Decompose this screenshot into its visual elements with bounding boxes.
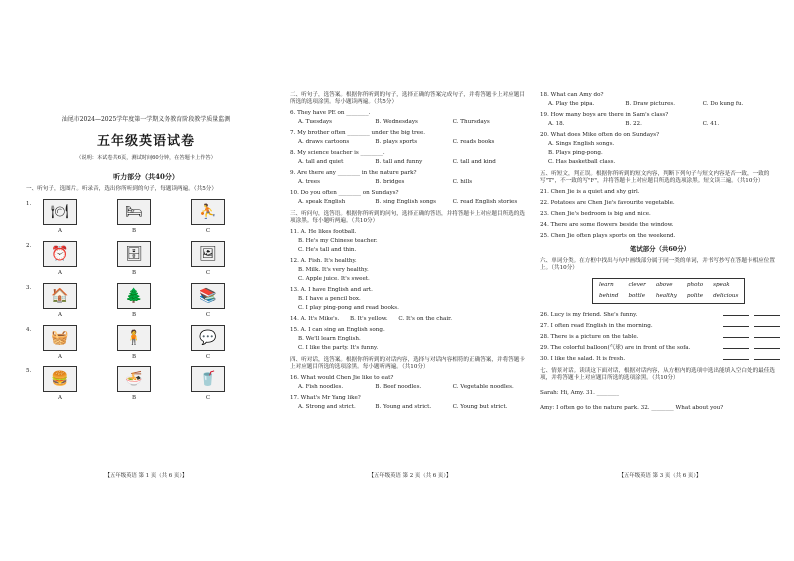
picture-option: ⏰ A bbox=[42, 241, 78, 277]
section-7-title: 七、情景对话。读读这下面对话，根据对话内容，从方框内的选项中选出能填入空白处的最佳选项，并将答题卡上对应题目所选的选项涂黑。（共10分） bbox=[540, 367, 775, 381]
word: delicious bbox=[713, 292, 739, 299]
options: A. tall and quiet B. tall and funny C. tall and kind bbox=[298, 158, 496, 165]
word: bottle bbox=[628, 292, 646, 299]
word-question: 26. Lucy is my friend. She's funny. bbox=[540, 312, 780, 319]
statement: 23. Chen Jie's bedroom is big and nice. bbox=[540, 210, 651, 217]
page-1 bbox=[26, 0, 266, 561]
options: B. Milk. It's very healthy. bbox=[298, 266, 369, 273]
picture-option: 🧍 B bbox=[116, 325, 152, 361]
row-number: 4. bbox=[26, 326, 32, 333]
page-footer: 【五年级英语 第 1 页（共 6 页）】 bbox=[104, 473, 188, 479]
picture-option: 🍽 A bbox=[42, 199, 78, 235]
section-2-title: 二、听句子，选答案。根据你所听到的句子，选择正确的答案完成句子，并将答题卡上对应题目所选的选项涂黑。每小题读两遍。（共5分） bbox=[290, 92, 525, 105]
section-4-title: 四、听对话，选答案。根据你所听到的对话内容，选择与对话内容相符的正确答案，并将答题卡上对应题目所选的选项涂黑。每小题听两遍。（共10分） bbox=[290, 356, 525, 370]
paper-title: 五年级英语试卷 bbox=[96, 133, 195, 149]
options: B. He's my Chinese teacher. bbox=[298, 237, 378, 244]
picture-option: 🖼 C bbox=[190, 241, 226, 277]
cabinet-icon: 🗄 bbox=[117, 241, 151, 267]
question: 11. A. He likes football. bbox=[290, 228, 357, 235]
question: 9. Are there any ________ in the nature park? bbox=[290, 169, 417, 176]
q1-instruction: 一、听句子，选图片。听录音，选出你所听到的句子，每题读两遍。（共5分） bbox=[26, 186, 217, 192]
picture-option: 💬 C bbox=[190, 325, 226, 361]
row-number: 1. bbox=[26, 200, 32, 207]
options: A. Fish noodles. B. Beef noodles. C. Vegetable noodles. bbox=[298, 383, 514, 390]
options: A. Strong and strict. B. Young and strict. C. Young but strict. bbox=[298, 403, 508, 410]
word: healthy bbox=[655, 292, 677, 299]
question: 13. A. I have English and art. bbox=[290, 286, 373, 293]
house-icon: 🏠 bbox=[43, 283, 77, 309]
options: A. draws cartoons B. plays sports C. reads books bbox=[298, 138, 495, 145]
word: clever bbox=[628, 281, 646, 288]
listening-section-title: 听力部分（共40分） bbox=[113, 172, 179, 182]
question: 16. What would Chen Jie like to eat? bbox=[290, 374, 394, 381]
word-question: 28. There is a picture on the table. bbox=[540, 334, 780, 341]
picture-option: 🌲 B bbox=[116, 283, 152, 319]
drink-icon: 🥤 bbox=[191, 366, 225, 392]
picture-option: 🥤 C bbox=[190, 366, 226, 402]
question: 17. What's Mr Yang like? bbox=[290, 394, 361, 401]
dining-icon: 🍽 bbox=[43, 199, 77, 225]
picture-row bbox=[26, 199, 266, 235]
clock-icon: ⏰ bbox=[43, 241, 77, 267]
picture-option: 🧺 A bbox=[42, 325, 78, 361]
picture-option: 🛏 B bbox=[116, 199, 152, 235]
question: 7. My brother often ________ under the big tree. bbox=[290, 129, 426, 136]
picture-row bbox=[26, 283, 266, 319]
dialogue-line: Amy: I often go to the nature park. 32. ________ What about you? bbox=[540, 404, 724, 411]
word-box bbox=[592, 278, 745, 304]
statement: 21. Chen Jie is a quiet and shy girl. bbox=[540, 188, 640, 195]
region-header: 汕尾市2024—2025学年度第一学期义务教育阶段教学质量监测 bbox=[61, 116, 231, 123]
person-icon: 🧍 bbox=[117, 325, 151, 351]
basket-icon: 🧺 bbox=[43, 325, 77, 351]
picture-option: 🍔 A bbox=[42, 366, 78, 402]
picture-frame-icon: 🖼 bbox=[191, 241, 225, 267]
picture-option: 🍜 B bbox=[116, 366, 152, 402]
statement: 25. Chen Jie often plays sports on the weekend. bbox=[540, 232, 676, 239]
question: 15. A. I can sing an English song. bbox=[290, 326, 385, 333]
written-section-title: 笔试部分（共60分） bbox=[629, 244, 691, 253]
question: 19. How many boys are there in Sam's class? bbox=[540, 111, 669, 118]
speech-icon: 💬 bbox=[191, 325, 225, 351]
word-question: 27. I often read English in the morning. bbox=[540, 323, 780, 330]
row-number: 5. bbox=[26, 368, 32, 375]
question: 6. They have PE on ________. bbox=[290, 109, 371, 116]
word: behind bbox=[599, 292, 619, 299]
options: A. Play the pipa. B. Draw pictures. C. Do kung fu. bbox=[548, 100, 744, 107]
word: above bbox=[655, 281, 673, 288]
picture-option: 🗄 B bbox=[116, 241, 152, 277]
question: 14. A. It's Mike's. B. It's yellow. C. It's on the chair. bbox=[290, 315, 452, 322]
page-2: 二、听句子，选答案。根据你所听到的句子，选择正确的答案完成句子，并将答题卡上对应题目所选的选项涂黑。每小题读两遍。（共5分） 6. They have PE on ________. A. Tuesdays B. Wednesdays C. Thursdays 7. My brother often ________ under the big tree. A. draws cartoons B. plays sports C. reads books 8. My science teacher is ________. A. tall and quiet B. tall and funny C. tall and kind 9. Are there any ________ in the nature park? A. trees B. bridges C. hills 10. Do you often ________ on Sundays? A. speak English B. sing English songs C. read English stories 三、听问句，选答语。根据你所听到的问句，选择正确的答语，并将答题卡上对应题目所选的选项涂黑。每小题听两遍。（共10分） 11. A. He likes football. B. He's my Chinese teacher. C. He's tall and thin. 12. A. Fish. It's healthy. B. Milk. It's very healthy. C. Apple juice. It's sweet. 13. A. I have English and art. B. I have a pencil box. C. I play ping-pong and read books. 14. A. It's Mike's. B. It's yellow. C. It's on the chair. 15. A. I can sing an English song. B. We'll learn English. C. I like the party. It's funny. 四、听对话，选答案。根据你所听到的对话内容，选择与对话内容相符的正确答案，并将答题卡上对应题目所选的选项涂黑。每小题听两遍。（共10分） 16. What would Chen Jie like to eat? A. Fish noodles. B. Beef noodles. C. Vegetable noodles. 17. What's Mr Yang like? A. Strong and strict. B. Young and strict. C. Young but strict. 【五年级英语 第 2 页（共 6 页）】 bbox=[290, 0, 530, 561]
burger-icon: 🍔 bbox=[43, 366, 77, 392]
picture-row bbox=[26, 241, 266, 277]
statement: 24. There are some flowers beside the window. bbox=[540, 221, 674, 228]
page-3: 18. What can Amy do? A. Play the pipa. B. Draw pictures. C. Do kung fu. 19. How many boys are there in Sam's class? A. 18. B. 22. C. 41. 20. What does Mike often do on Sundays? A. Sings English songs. B. Plays ping-pong. C. Has basketball class. 五、听短文，判正误。根据你所听到的短文内容，判断下列句子与短文内容是否一致，一致的写"T"，不一致的写"F"，并将答题卡上对应题目所选的选项涂黑。短文读三遍。（共10分） 21. Chen Jie is a quiet and shy girl. 22. Potatoes are Chen Jie's favourite vegetable. 23. Chen Jie's bedroom is big and nice. 24. There are some flowers beside the window. 25. Chen Jie often plays sports on the weekend. 笔试部分（共60分） 六、单词分类。在方框中找出与句中画线部分属于同一类的单词，并书写抄写在答题卡相应位置上。（共10分） learn clever above photo speak behind bottle healthy polite delicious 26. Lucy is my friend. She's funny. 27. I often read English in the morning. 28. There is a picture on the table. 29. The colorful balloon(气球) are in front of the sofa. 30. I like the salad. It is fresh. 七、情景对话。读读这下面对话，根据对话内容，从方框内的选项中选出能填入空白处的最佳选项，并将答题卡上对应题目所选的选项涂黑。（共10分） Sarah: Hi, Amy. 31. ________ Amy: I often go to the nature park. 32. ________ What about you? 【五年级英语 第 3 页（共 6 页）】 bbox=[540, 0, 780, 561]
row-number: 2. bbox=[26, 242, 32, 249]
page-footer: 【五年级英语 第 3 页（共 6 页）】 bbox=[618, 473, 702, 479]
question: 20. What does Mike often do on Sundays? bbox=[540, 131, 660, 138]
dialogue-line: Sarah: Hi, Amy. 31. ________ bbox=[540, 389, 620, 396]
word: speak bbox=[713, 281, 730, 288]
options: A. trees B. bridges C. hills bbox=[298, 178, 473, 185]
statement: 22. Potatoes are Chen Jie's favourite vegetable. bbox=[540, 199, 675, 206]
picture-option: 🏠 A bbox=[42, 283, 78, 319]
trees-icon: 🌲 bbox=[117, 283, 151, 309]
section-6-title: 六、单词分类。在方框中找出与句中画线部分属于同一类的单词，并书写抄写在答题卡相应位置上。（共10分） bbox=[540, 257, 775, 271]
row-number: 3. bbox=[26, 284, 32, 291]
paper-note: （说明：本试卷共6页，测试时间60分钟，在答题卡上作答） bbox=[76, 154, 216, 161]
word-question: 29. The colorful balloon(气球) are in front of the sofa. bbox=[540, 345, 780, 352]
question: 8. My science teacher is ________. bbox=[290, 149, 385, 156]
noodles-icon: 🍜 bbox=[117, 366, 151, 392]
word: photo bbox=[686, 281, 704, 288]
options: A. 18. B. 22. C. 41. bbox=[548, 120, 720, 127]
section-3-title: 三、听问句，选答语。根据你所听到的问句，选择正确的答语，并将答题卡上对应题目所选的选项涂黑。每小题听两遍。（共10分） bbox=[290, 210, 525, 224]
sports-icon: ⛹ bbox=[191, 199, 225, 225]
bed-icon: 🛏 bbox=[117, 199, 151, 225]
page-footer: 【五年级英语 第 2 页（共 6 页）】 bbox=[368, 473, 452, 479]
picture-row bbox=[26, 366, 266, 402]
picture-row bbox=[26, 325, 266, 361]
word-question: 30. I like the salad. It is fresh. bbox=[540, 356, 780, 363]
section-5-title: 五、听短文，判正误。根据你所听到的短文内容，判断下列句子与短文内容是否一致，一致的写"T"，不一致的写"F"，并将答题卡上对应题目所选的选项涂黑。短文读三遍。（共10分） bbox=[540, 170, 770, 184]
word: learn bbox=[599, 281, 614, 288]
question: 12. A. Fish. It's healthy. bbox=[290, 257, 357, 264]
word: polite bbox=[686, 292, 704, 299]
question: 10. Do you often ________ on Sundays? bbox=[290, 189, 399, 196]
picture-option: 📚 C bbox=[190, 283, 226, 319]
picture-option: ⛹ C bbox=[190, 199, 226, 235]
question: 18. What can Amy do? bbox=[540, 92, 604, 98]
options: A. speak English B. sing English songs C. read English stories bbox=[298, 198, 518, 205]
options: A. Tuesdays B. Wednesdays C. Thursdays bbox=[298, 118, 490, 125]
books-icon: 📚 bbox=[191, 283, 225, 309]
